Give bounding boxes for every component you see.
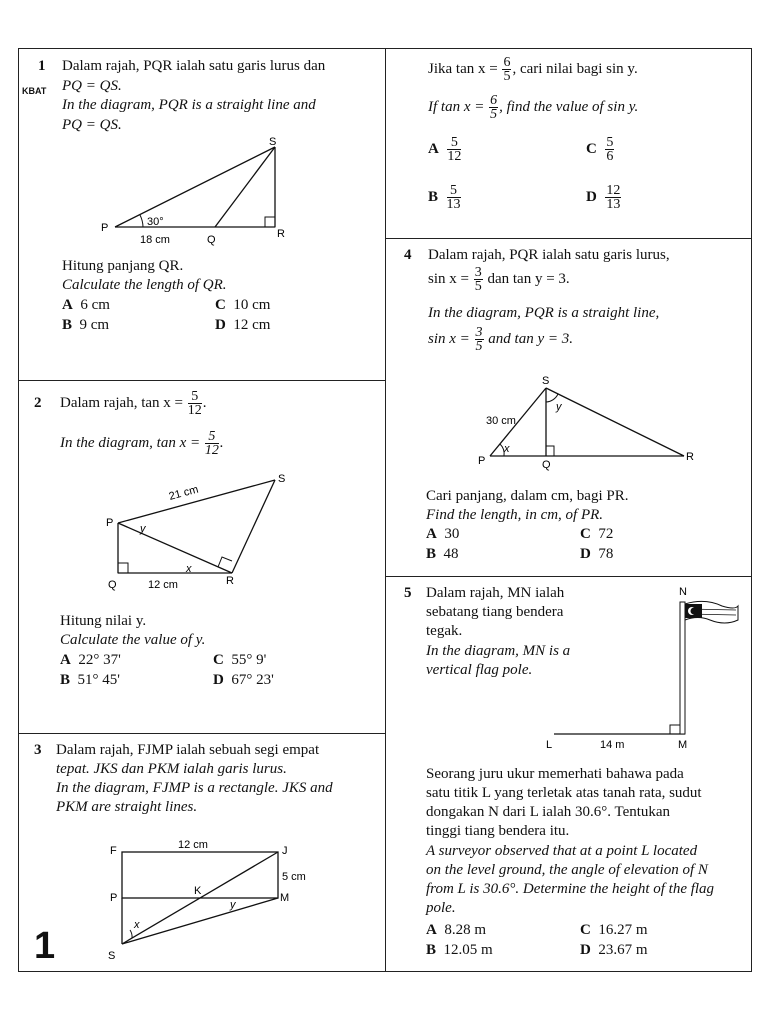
- q4-ask-en: Find the length, in cm, of PR.: [426, 507, 604, 523]
- q1-option-d[interactable]: D 12 cm: [215, 317, 271, 333]
- q2-label-x: x: [186, 563, 192, 575]
- q4-label-s: S: [542, 375, 550, 387]
- q5-body-en-4: pole.: [426, 900, 456, 916]
- q3-label-s: S: [108, 950, 116, 962]
- q4-label-r: R: [686, 451, 694, 463]
- q3-diagram: [102, 838, 322, 968]
- q3-label-k: K: [194, 885, 202, 897]
- q5-label-n: N: [679, 586, 687, 598]
- q3c-en-line: If tan x = $\frac{6}{5}$ , find the value of sin y.: [428, 93, 639, 123]
- q4-label-q: Q: [542, 459, 551, 471]
- q1-option-a[interactable]: A 6 cm: [62, 297, 110, 313]
- q5-diagram: [540, 582, 745, 757]
- q4-option-c[interactable]: C 72: [580, 526, 614, 542]
- q2-length-2: 12 cm: [148, 579, 178, 591]
- q4-ask-ms: Cari panjang, dalam cm, bagi PR.: [426, 488, 629, 504]
- q5-number: 5: [404, 585, 412, 601]
- q1-option-b[interactable]: B 9 cm: [62, 317, 110, 333]
- q1-label-r: R: [277, 228, 285, 240]
- q3-label-j: J: [282, 845, 288, 857]
- q3-label-m: M: [280, 892, 290, 904]
- q2-option-a[interactable]: A 22° 37': [60, 652, 121, 668]
- q1-ask-ms: Hitung panjang QR.: [62, 258, 184, 274]
- column-divider: [385, 48, 386, 972]
- q4-option-d[interactable]: D 78: [580, 546, 614, 562]
- q5-body-ms-2: satu titik L yang terletak atas tanah rata, sudut: [426, 785, 702, 801]
- q3-length-1: 12 cm: [178, 839, 208, 851]
- q2-label-q: Q: [108, 579, 117, 591]
- q4-label-p: P: [478, 455, 486, 467]
- q2-label-y: y: [140, 523, 146, 535]
- q3-label-y: y: [230, 899, 236, 911]
- q5-body-ms-4: tinggi tiang bendera itu.: [426, 823, 570, 839]
- q1-en-text: In the diagram, PQR is a straight line and: [62, 97, 316, 113]
- q3-label-f: F: [110, 845, 117, 857]
- q4-option-b[interactable]: B 48: [426, 546, 459, 562]
- q3-en-text-2: PKM are straight lines.: [56, 799, 198, 815]
- q2-number: 2: [34, 395, 42, 411]
- q1-label-p: P: [101, 222, 109, 234]
- q5-option-a[interactable]: A 8.28 m: [426, 922, 487, 938]
- page-number: 1: [34, 925, 56, 967]
- q1-angle: 30°: [147, 216, 164, 228]
- q1-number: 1: [38, 58, 46, 74]
- q3-label-p: P: [110, 892, 118, 904]
- q5-length-1: 14 m: [600, 739, 625, 751]
- q3-length-2: 5 cm: [282, 871, 306, 883]
- q3c-option-d[interactable]: D $\frac{12}{13}$: [586, 183, 621, 213]
- q2-en-line: In the diagram, tan x = $\frac{5}{12}$ .: [60, 429, 224, 459]
- q4-diagram: [470, 372, 710, 472]
- q2-length-1: 21 cm: [167, 483, 200, 503]
- q5-body-en-1: A surveyor observed that at a point L located: [426, 843, 698, 859]
- q2-label-s: S: [278, 473, 286, 485]
- q2-ask-ms: Hitung nilai y.: [60, 613, 147, 629]
- q5-option-c[interactable]: C 16.27 m: [580, 922, 648, 938]
- q1-diagram: [95, 135, 295, 250]
- q3c-option-c[interactable]: C $\frac{5}{6}$: [586, 135, 614, 165]
- q1-ms-text: Dalam rajah, PQR ialah satu garis lurus dan: [62, 58, 326, 74]
- q5-body-en-2: on the level ground, the angle of elevation of N: [426, 862, 708, 878]
- q3c-option-b[interactable]: B $\frac{5}{13}$: [428, 183, 461, 213]
- q1-option-c[interactable]: C 10 cm: [215, 297, 271, 313]
- q5-body-ms-1: Seorang juru ukur memerhati bahawa pada: [426, 766, 684, 782]
- q2-label-r: R: [226, 575, 234, 587]
- q5-label-l: L: [546, 739, 553, 751]
- q2-ask-en: Calculate the value of y.: [60, 632, 206, 648]
- kbat-label: KBAT: [22, 86, 47, 96]
- q2-diagram: [100, 470, 300, 595]
- q3-number: 3: [34, 742, 42, 758]
- q5-ms-line-2: sebatang tiang bendera: [426, 604, 564, 620]
- q5-label-m: M: [678, 739, 688, 751]
- q4-label-y: y: [556, 401, 562, 413]
- q2-option-d[interactable]: D 67° 23': [213, 672, 274, 688]
- q5-en-line-2: vertical flag pole.: [426, 662, 533, 678]
- divider-right-2: [385, 576, 752, 577]
- q5-ms-line-1: Dalam rajah, MN ialah: [426, 585, 565, 601]
- q3-ms-text: Dalam rajah, FJMP ialah sebuah segi empat: [56, 742, 320, 758]
- q3c-ms-line: Jika tan x = $\frac{6}{5}$ , cari nilai bagi sin y.: [428, 55, 638, 85]
- q2-ms-line: Dalam rajah, tan x = $\frac{5}{12}$ .: [60, 389, 207, 419]
- q4-ms-text: Dalam rajah, PQR ialah satu garis lurus,: [428, 247, 670, 263]
- flag-icon: [685, 601, 738, 623]
- q4-number: 4: [404, 247, 412, 263]
- q1-ms-eq: PQ = QS.: [62, 78, 122, 94]
- q2-option-c[interactable]: C 55° 9': [213, 652, 267, 668]
- q3-ms-text-2: tepat. JKS dan PKM ialah garis lurus.: [56, 761, 287, 777]
- q2-label-p: P: [106, 517, 114, 529]
- q4-en-text: In the diagram, PQR is a straight line,: [428, 305, 660, 321]
- q4-en-line: sin x = $\frac{3}{5}$ and tan y = 3.: [428, 325, 573, 355]
- q4-label-x: x: [504, 443, 510, 455]
- q1-en-eq: PQ = QS.: [62, 117, 122, 133]
- q3-label-x: x: [134, 919, 140, 931]
- divider-right-1: [385, 238, 752, 239]
- q2-option-b[interactable]: B 51° 45': [60, 672, 120, 688]
- q5-option-d[interactable]: D 23.67 m: [580, 942, 648, 958]
- q1-length: 18 cm: [140, 234, 170, 246]
- q4-length-1: 30 cm: [486, 415, 516, 427]
- divider-left-2: [18, 733, 385, 734]
- divider-left-1: [18, 380, 385, 381]
- q5-body-ms-3: dongakan N dari L ialah 30.6°. Tentukan: [426, 804, 671, 820]
- q5-option-b[interactable]: B 12.05 m: [426, 942, 493, 958]
- q3c-option-a[interactable]: A $\frac{5}{12}$: [428, 135, 462, 165]
- q4-ms-line: sin x = $\frac{3}{5}$ dan tan y = 3.: [428, 265, 570, 295]
- q4-option-a[interactable]: A 30: [426, 526, 460, 542]
- q5-en-line-1: In the diagram, MN is a: [426, 643, 571, 659]
- q1-label-q: Q: [207, 234, 216, 246]
- q5-ms-line-3: tegak.: [426, 623, 463, 639]
- q5-body-en-3: from L is 30.6°. Determine the height of the flag: [426, 881, 715, 897]
- q1-label-s: S: [269, 136, 277, 148]
- q1-ask-en: Calculate the length of QR.: [62, 277, 227, 293]
- q3-en-text: In the diagram, FJMP is a rectangle. JKS and: [56, 780, 333, 796]
